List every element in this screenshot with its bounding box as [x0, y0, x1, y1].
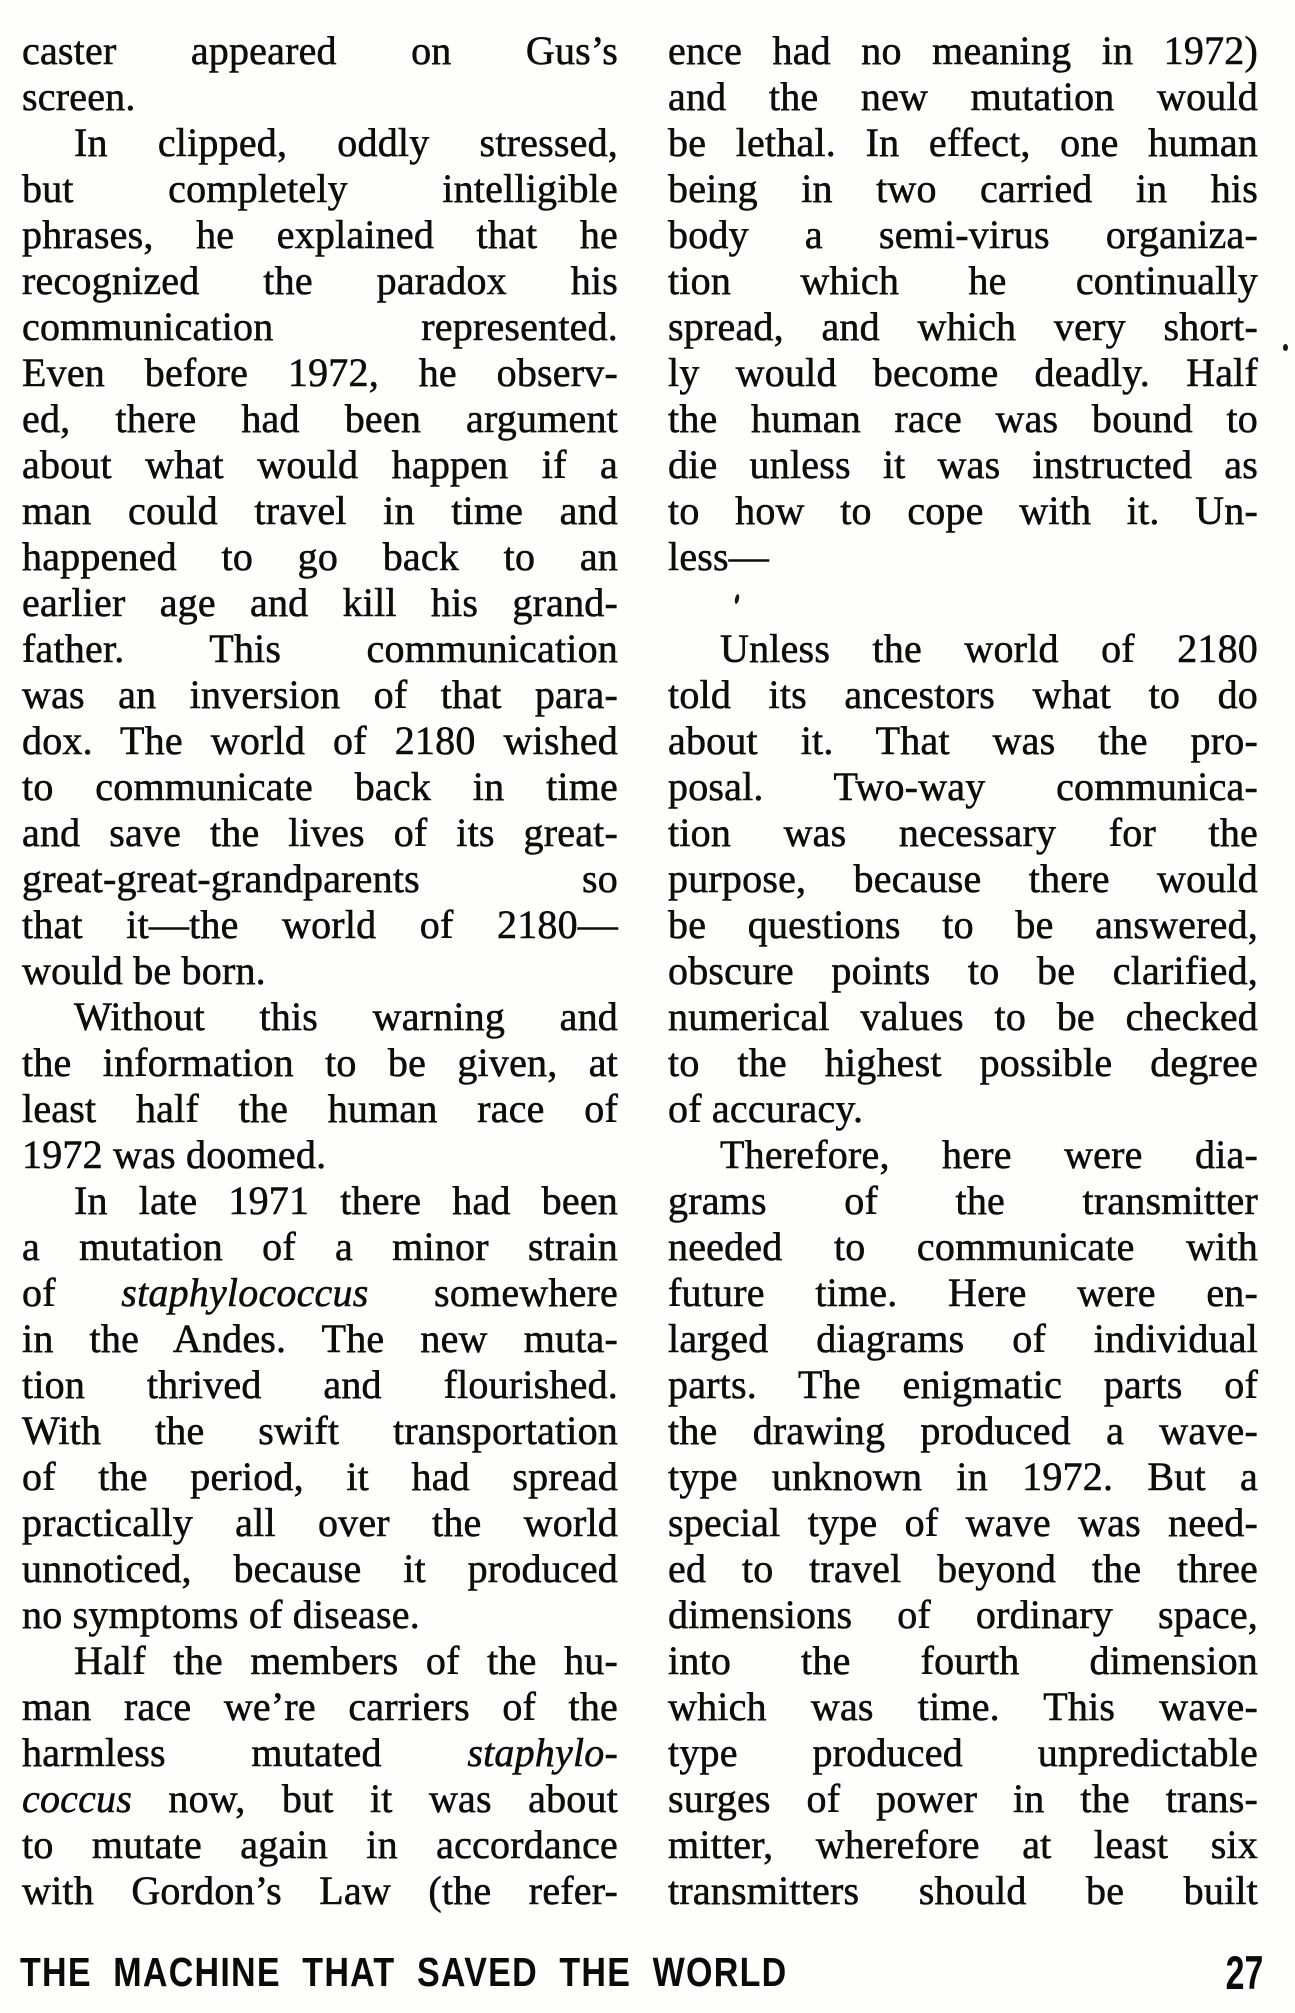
text-line: Unless the world of 2180 [720, 626, 1258, 671]
scan-artifact-speck [1283, 344, 1288, 351]
text-line: type produced unpredictable [668, 1730, 1258, 1775]
text-line: to communicate back in time [22, 764, 618, 809]
text-line: no symptoms of disease. [22, 1592, 420, 1637]
text-line: the human race was bound to [668, 396, 1258, 441]
right-text-column [668, 28, 1258, 1914]
text-line: to mutate again in accordance [22, 1822, 618, 1867]
text-line: ence had no meaning in 1972) [668, 28, 1258, 73]
text-line: which was time. This wave- [668, 1684, 1258, 1729]
text-line: father. This communication [22, 626, 618, 671]
text-line: be lethal. In effect, one human [668, 120, 1258, 165]
text-line: about what would happen if a [22, 442, 618, 487]
text-line: 1972 was doomed. [22, 1132, 327, 1177]
text-line: harmless mutated staphylo- [22, 1730, 618, 1775]
text-line: tion thrived and flourished. [22, 1362, 618, 1407]
text-line: to how to cope with it. Un- [668, 488, 1258, 533]
text-line: least half the human race of [22, 1086, 618, 1131]
text-line: larged diagrams of individual [668, 1316, 1258, 1361]
text-line: purpose, because there would [668, 856, 1258, 901]
text-line: and save the lives of its great- [22, 810, 618, 855]
text-line: die unless it was instructed as [668, 442, 1258, 487]
text-line: tion was necessary for the [668, 810, 1258, 855]
footer-running-title: THE MACHINE THAT SAVED THE WORLD [20, 1949, 788, 1995]
text-line: with Gordon’s Law (the refer- [22, 1868, 618, 1913]
text-line: future time. Here were en- [668, 1270, 1258, 1315]
text-line: into the fourth dimension [668, 1638, 1258, 1683]
text-line: recognized the paradox his [22, 258, 618, 303]
text-line: earlier age and kill his grand- [22, 580, 618, 625]
text-line: coccus now, but it was about [22, 1776, 618, 1821]
text-line: less— [668, 534, 769, 579]
text-line: body a semi-virus organiza- [668, 212, 1258, 257]
text-line: surges of power in the trans- [668, 1776, 1258, 1821]
text-line: Even before 1972, he observ- [22, 350, 618, 395]
text-line: tion which he continually [668, 258, 1258, 303]
text-line: of accuracy. [668, 1086, 864, 1131]
text-line: of staphylococcus somewhere [22, 1270, 618, 1315]
text-line: man could travel in time and [22, 488, 618, 533]
text-line: dox. The world of 2180 wished [22, 718, 618, 763]
left-text-column [22, 28, 618, 1914]
text-line: be questions to be answered, [668, 902, 1258, 947]
text-line: ed, there had been argument [22, 396, 618, 441]
text-line: phrases, he explained that he [22, 212, 618, 257]
text-line: transmitters should be built [668, 1868, 1258, 1913]
text-line: unnoticed, because it produced [22, 1546, 618, 1591]
text-line: was an inversion of that para- [22, 672, 618, 717]
text-line: type unknown in 1972. But a [668, 1454, 1258, 1499]
text-line: and the new mutation would [668, 74, 1258, 119]
text-line: Half the members of the hu- [74, 1638, 618, 1683]
text-line: great-great-grandparents so [22, 856, 618, 901]
text-line: screen. [22, 74, 136, 119]
text-line: Without this warning and [74, 994, 618, 1039]
text-line: would be born. [22, 948, 266, 993]
text-line: In clipped, oddly stressed, [74, 120, 618, 165]
text-line: With the swift transportation [22, 1408, 618, 1453]
text-line: told its ancestors what to do [668, 672, 1258, 717]
text-line: grams of the transmitter [668, 1178, 1258, 1223]
text-line: being in two carried in his [668, 166, 1258, 211]
text-line: caster appeared on Gus’s [22, 28, 618, 73]
text-line: needed to communicate with [668, 1224, 1258, 1269]
text-line: mitter, wherefore at least six [668, 1822, 1258, 1867]
text-line: about it. That was the pro- [668, 718, 1258, 763]
text-line: ly would become deadly. Half [668, 350, 1258, 395]
text-line: obscure points to be clarified, [668, 948, 1258, 993]
text-line: a mutation of a minor strain [22, 1224, 618, 1269]
text-line: communication represented. [22, 304, 618, 349]
text-line: happened to go back to an [22, 534, 618, 579]
footer-page-number: 27 [1225, 1946, 1263, 1999]
text-line: that it—the world of 2180— [22, 902, 618, 947]
text-line: numerical values to be checked [668, 994, 1258, 1039]
blank-line [668, 580, 1258, 626]
text-line: In late 1971 there had been [74, 1178, 618, 1223]
text-line: to the highest possible degree [668, 1040, 1258, 1085]
text-line: the information to be given, at [22, 1040, 618, 1085]
text-line: spread, and which very short- [668, 304, 1258, 349]
text-line: posal. Two-way communica- [668, 764, 1258, 809]
text-line: parts. The enigmatic parts of [668, 1362, 1258, 1407]
text-line: dimensions of ordinary space, [668, 1592, 1258, 1637]
text-line: the drawing produced a wave- [668, 1408, 1258, 1453]
text-line: practically all over the world [22, 1500, 618, 1545]
text-line: ed to travel beyond the three [668, 1546, 1258, 1591]
text-line: man race we’re carriers of the [22, 1684, 618, 1729]
text-line: in the Andes. The new muta- [22, 1316, 618, 1361]
text-line: but completely intelligible [22, 166, 618, 211]
text-line: Therefore, here were dia- [720, 1132, 1258, 1177]
text-line: special type of wave was need- [668, 1500, 1258, 1545]
text-line: of the period, it had spread [22, 1454, 618, 1499]
